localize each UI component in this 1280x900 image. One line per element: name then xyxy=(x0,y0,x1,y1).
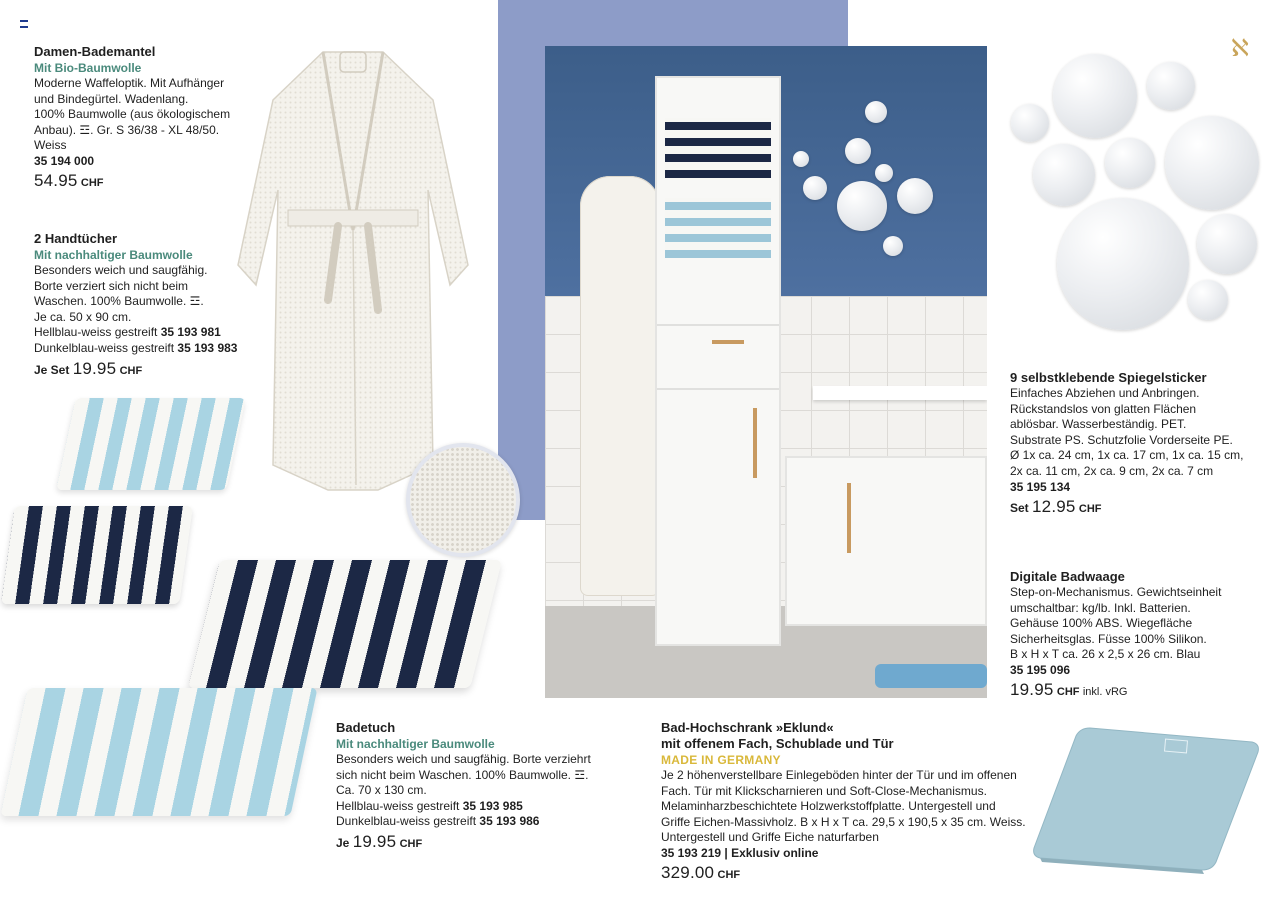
scale-currency: CHF xyxy=(1056,685,1080,698)
lightblue-handtowels-image[interactable] xyxy=(56,398,246,490)
handtowels-variant-2 xyxy=(34,341,237,357)
bathrobe-desc-line: 100% Baumwolle (aus ökologischem xyxy=(34,107,231,122)
bathtowel-variant-2 xyxy=(336,814,591,830)
scale-desc-line: Gehäuse 100% ABS. Wiegefläche xyxy=(1010,616,1193,631)
cabinet-desc-line: Fach. Tür mit Klickscharnieren und Soft-Close-Mechanismus. xyxy=(661,783,987,798)
variant-article-number: 35 193 983 xyxy=(177,340,238,355)
handtowels-price: 19.95 xyxy=(72,358,117,378)
bath-mat xyxy=(875,664,987,688)
mirror-stickers-title: 9 selbstklebende Spiegelsticker xyxy=(1010,370,1207,385)
handtowels-variant-1 xyxy=(34,325,237,341)
handtowels-price-prefix: Je Set xyxy=(34,362,70,377)
mirror-stickers-desc-line: Ø 1x ca. 24 cm, 1x ca. 17 cm, 1x ca. 15 cm, xyxy=(1010,448,1244,463)
mirror-stickers-product-info xyxy=(1010,370,1243,518)
darkblue-bathtowel-image[interactable] xyxy=(188,560,502,688)
bathrobe-title: Damen-Bademantel xyxy=(34,44,156,59)
mirror-stickers-price-row xyxy=(1010,499,1243,518)
tall-cabinet xyxy=(655,76,781,646)
scale-title: Digitale Badwaage xyxy=(1010,569,1125,584)
scale-price-row xyxy=(1010,679,1221,701)
mirror-stickers-desc-line: Rückstandslos von glatten Flächen xyxy=(1010,401,1197,416)
wall-mirror xyxy=(845,138,871,164)
vanity-cabinet xyxy=(785,456,987,626)
mirror-stickers-currency: CHF xyxy=(1078,503,1102,516)
scale-desc-line: Sicherheitsglas. Füsse 100% Silikon. xyxy=(1010,631,1207,646)
mirror-stickers-desc-line: Einfaches Abziehen und Anbringen. xyxy=(1010,386,1200,400)
wall-mirror xyxy=(793,151,809,167)
shelf-divider xyxy=(657,324,779,326)
cabinet-subtitle: MADE IN GERMANY xyxy=(661,753,781,767)
scale-price: 19.95 xyxy=(1010,679,1054,699)
mirror-sticker xyxy=(1053,54,1137,138)
bathrobe-product-info xyxy=(34,44,230,191)
handtowels-desc-line: Waschen. 100% Baumwolle. ☲. xyxy=(34,294,204,309)
mirror-stickers-desc-line: ablösbar. Wasserbeständig. PET. xyxy=(1010,417,1187,432)
mirror-sticker xyxy=(1057,198,1189,330)
mirror-sticker xyxy=(1197,214,1257,274)
bathtowel-title: Badetuch xyxy=(336,720,396,735)
cabinet-title-line1: Bad-Hochschrank »Eklund« xyxy=(661,720,834,735)
cabinet-desc-line: Je 2 höhenverstellbare Einlegeböden hinter der Tür und im offenen xyxy=(661,768,1017,782)
wall-mirror xyxy=(875,164,893,182)
mirror-stickers-image[interactable] xyxy=(1005,48,1270,338)
bathtowel-desc-line: Ca. 70 x 130 cm. xyxy=(336,783,427,798)
bathtowel-desc-line: Besonders weich und saugfähig. Borte verziehrt xyxy=(336,752,591,766)
bathrobe-desc-line: und Bindegürtel. Wadenlang. xyxy=(34,91,189,106)
scale-price-suffix: inkl. vRG xyxy=(1082,685,1128,698)
scale-article-number: 35 195 096 xyxy=(1010,662,1071,677)
handtowels-price-row xyxy=(34,358,237,380)
cabinet-product-info xyxy=(661,720,1026,883)
cabinet-price: 329.00 xyxy=(661,862,715,882)
cabinet-price-row xyxy=(661,862,1026,884)
mirror-sticker xyxy=(1011,104,1049,142)
handtowels-desc-line: Besonders weich und saugfähig. xyxy=(34,263,208,277)
scale-desc-line: B x H x T ca. 26 x 2,5 x 26 cm. Blau xyxy=(1010,647,1201,662)
scale-desc-line: umschaltbar: kg/lb. Inkl. Batterien. xyxy=(1010,600,1191,615)
mirror-stickers-price-prefix: Set xyxy=(1010,501,1029,516)
cabinet-article-number: 35 193 219 | Exklusiv online xyxy=(661,845,819,860)
mirror-sticker xyxy=(1147,62,1195,110)
bathtowel-price-row xyxy=(336,831,591,853)
wall-mirror xyxy=(897,178,933,214)
bathrobe-desc-line: Anbau). ☲. Gr. S 36/38 - XL 48/50. xyxy=(34,122,220,137)
bathrobe-desc-line: Weiss xyxy=(34,138,67,153)
handtowels-desc-line: Je ca. 50 x 90 cm. xyxy=(34,309,132,324)
handtowels-currency: CHF xyxy=(119,364,143,377)
mirror-sticker xyxy=(1105,138,1155,188)
scale-product-info xyxy=(1010,569,1221,700)
waffle-fabric-detail-image xyxy=(406,443,520,557)
bathtowel-currency: CHF xyxy=(399,837,423,850)
scale-desc-line: Step-on-Mechanismus. Gewichtseinheit xyxy=(1010,585,1222,599)
bathroom-scene-photo[interactable] xyxy=(545,46,987,698)
darkblue-handtowels-image[interactable] xyxy=(1,506,193,604)
variant-article-number: 35 193 981 xyxy=(160,325,221,340)
mirror-sticker xyxy=(1033,144,1095,206)
mirror-stickers-desc-line: Substrate PS. Schutzfolie Vorderseite PE. xyxy=(1010,432,1233,447)
variant-article-number: 35 193 985 xyxy=(462,798,523,813)
cabinet-desc-line: Griffe Eichen-Massivholz. B x H x T ca. 29,5 x 190,5 x 35 cm. Weiss. xyxy=(661,814,1026,829)
bathrobe-image[interactable] xyxy=(228,40,478,495)
cabinet-desc-line: Melaminharzbeschichtete Holzwerkstoffplatte. Untergestell und xyxy=(661,799,996,814)
bathrobe-price: 54.95 xyxy=(34,170,78,190)
bathrobe-currency: CHF xyxy=(80,176,104,189)
variant-label: Hellblau-weiss gestreift xyxy=(34,325,158,340)
wall-mirror xyxy=(883,236,903,256)
stacked-towels xyxy=(665,118,771,178)
handtowels-subtitle: Mit nachhaltiger Baumwolle xyxy=(34,248,193,262)
wall-mirror xyxy=(803,176,827,200)
variant-article-number: 35 193 986 xyxy=(479,814,540,829)
variant-label: Hellblau-weiss gestreift xyxy=(336,798,460,813)
mirror-sticker xyxy=(1165,116,1259,210)
hanging-bathrobe xyxy=(580,176,660,596)
cabinet-currency: CHF xyxy=(717,868,741,881)
wall-mirror xyxy=(837,181,887,231)
variant-label: Dunkelblau-weiss gestreift xyxy=(336,814,477,829)
tchibo-logo-icon: ℵ xyxy=(1231,34,1249,62)
bathrobe-desc-line: Moderne Waffeloptik. Mit Aufhänger xyxy=(34,76,225,90)
flag-icon xyxy=(20,20,28,28)
bathtowel-price: 19.95 xyxy=(352,831,397,851)
bathtowel-product-info xyxy=(336,720,591,853)
door-handle xyxy=(753,408,757,478)
sink-basin xyxy=(813,386,987,400)
bathrobe-price-row xyxy=(34,170,230,192)
bathtowel-desc-line: sich nicht beim Waschen. 100% Baumwolle. ☲. xyxy=(336,767,589,782)
mirror-stickers-article-number: 35 195 134 xyxy=(1010,479,1071,494)
bathtowel-variant-1 xyxy=(336,799,591,815)
drawer-divider xyxy=(657,388,779,390)
mirror-stickers-price: 12.95 xyxy=(1032,497,1076,517)
bathrobe-article-number: 35 194 000 xyxy=(34,153,95,168)
bathtowel-subtitle: Mit nachhaltiger Baumwolle xyxy=(336,737,495,751)
handtowels-desc-line: Borte verziert sich nicht beim xyxy=(34,278,189,293)
wall-mirror xyxy=(865,101,887,123)
bathtowel-price-prefix: Je xyxy=(336,835,350,850)
door-handle xyxy=(847,483,851,553)
lightblue-bathtowel-image[interactable] xyxy=(0,688,317,816)
cabinet-desc-line: Untergestell und Griffe Eiche naturfarben xyxy=(661,830,879,845)
stacked-towels xyxy=(665,198,771,258)
bathrobe-subtitle: Mit Bio-Baumwolle xyxy=(34,61,142,75)
drawer-handle xyxy=(712,340,744,344)
variant-label: Dunkelblau-weiss gestreift xyxy=(34,340,175,355)
bathroom-scale-image[interactable] xyxy=(1030,722,1262,874)
cabinet-title-line2: mit offenem Fach, Schublade und Tür xyxy=(661,736,894,751)
mirror-sticker xyxy=(1188,280,1228,320)
mirror-stickers-desc-line: 2x ca. 11 cm, 2x ca. 9 cm, 2x ca. 7 cm xyxy=(1010,463,1214,478)
handtowels-title: 2 Handtücher xyxy=(34,231,118,246)
handtowels-product-info xyxy=(34,231,237,379)
